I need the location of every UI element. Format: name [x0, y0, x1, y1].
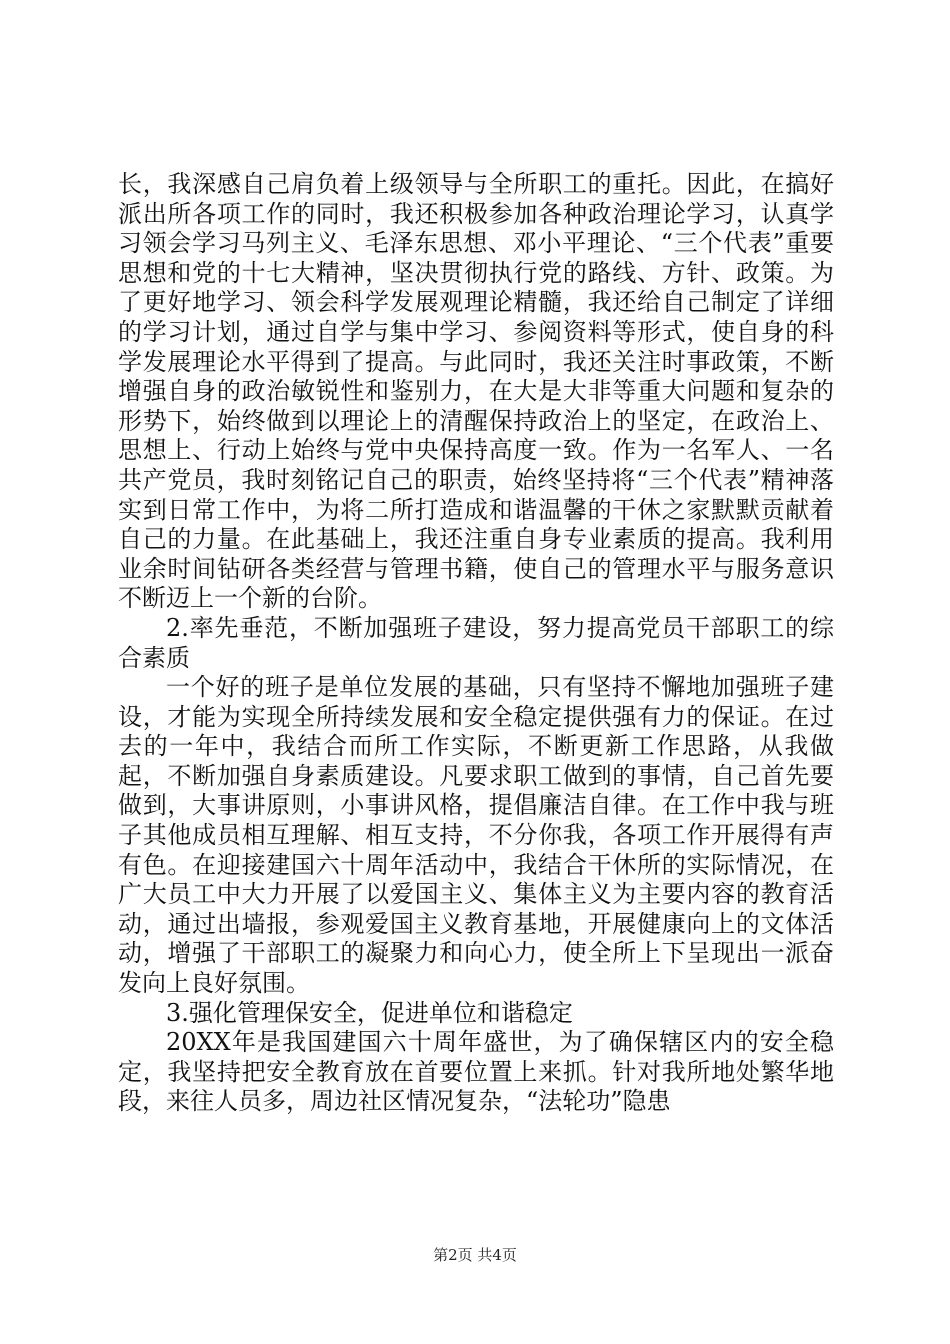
paragraph-2: 一个好的班子是单位发展的基础，只有坚持不懈地加强班子建设，才能为实现全所持续发展和安全稳定提供强有力的保证。在过去的一年中，我结合而所工作实际，不断更新工作思路，从我做起，不断加强自身素质建设。凡要求职工做到的事情，自己首先要做到，大事讲原则，小事讲风格，提倡廉洁自律。在工作中我与班子其他成员相互理解、相互支持，不分你我，各项工作开展得有声有色。在迎接建国六十周年活动中，我结合干休所的实际情况，在广大员工中大力开展了以爱国主义、集体主义为主要内容的教育活动，通过出墙报，参观爱国主义教育基地，开展健康向上的文体活动，增强了干部职工的凝聚力和向心力，使全所上下呈现出一派奋发向上良好氛围。: [118, 673, 834, 998]
section-heading-2: 2.率先垂范，不断加强班子建设，努力提高党员干部职工的综合素质: [118, 613, 834, 672]
paragraph-1: 长，我深感自己肩负着上级领导与全所职工的重托。因此，在搞好派出所各项工作的同时，我还积极参加各种政治理论学习，认真学习领会学习马列主义、毛泽东思想、邓小平理论、“三个代表”重要思想和党的十七大精神，坚决贯彻执行党的路线、方针、政策。为了更好地学习、领会科学发展观理论精髓，我还给自己制定了详细的学习计划，通过自学与集中学习、参阅资料等形式，使自身的科学发展理论水平得到了提高。与此同时，我还关注时事政策，不断增强自身的政治敏锐性和鉴别力，在大是大非等重大问题和复杂的形势下，始终做到以理论上的清醒保持政治上的坚定，在政治上、思想上、行动上始终与党中央保持高度一致。作为一名军人、一名共产党员，我时刻铭记自己的职责，始终坚持将“三个代表”精神落实到日常工作中，为将二所打造成和谐温馨的干休之家默默贡献着自己的力量。在此基础上，我还注重自身专业素质的提高。我利用业余时间钻研各类经营与管理书籍，使自己的管理水平与服务意识不断迈上一个新的台阶。: [118, 170, 834, 613]
section-heading-3: 3.强化管理保安全，促进单位和谐稳定: [166, 998, 573, 1027]
page-footer: 第2页 共4页: [433, 1246, 517, 1264]
document-body: [118, 170, 834, 1117]
paragraph-3: 20XX年是我国建国六十周年盛世，为了确保辖区内的安全稳定，我坚持把安全教育放在首要位置上来抓。针对我所地处繁华地段，来往人员多，周边社区情况复杂，“法轮功”隐患: [118, 1028, 834, 1116]
